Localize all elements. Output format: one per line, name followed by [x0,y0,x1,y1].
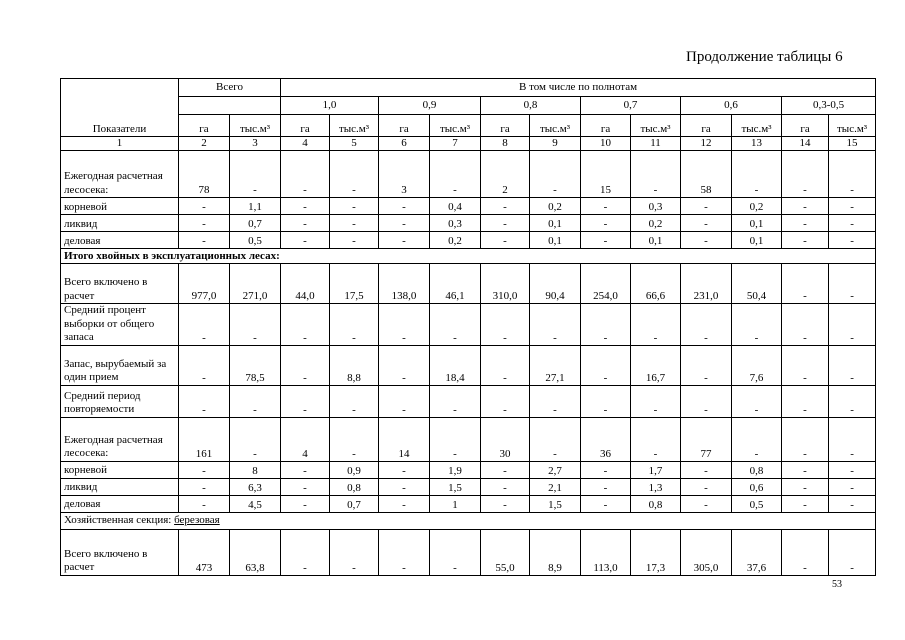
table-cell: 0,1 [631,232,681,249]
col-total: Всего [179,79,281,97]
table-cell: 1,5 [430,478,481,495]
table-cell: - [530,151,581,198]
table-cell: 18,4 [430,345,481,385]
table-cell: - [281,529,330,575]
table-cell: - [829,215,876,232]
table-cell: - [782,385,829,417]
table-cell: - [631,385,681,417]
row-label: ликвид [61,215,179,232]
continuation-title: Продолжение таблицы 6 [686,49,843,65]
table-cell: - [732,304,782,346]
header-row-units [61,115,876,137]
table-row [61,461,876,478]
unit-ha: га [379,115,430,137]
table-cell: - [829,345,876,385]
table-cell: 1 [430,495,481,512]
section-name: березовая [174,514,220,526]
table-cell: 271,0 [230,264,281,304]
table-cell: - [782,151,829,198]
table-cell: - [430,151,481,198]
table-row [61,304,876,346]
table-cell: 0,2 [631,215,681,232]
table-cell: 8 [230,461,281,478]
table-cell: - [631,151,681,198]
table-cell: - [379,304,430,346]
table-cell: - [782,417,829,461]
density-5: 0,6 [681,97,782,115]
table-cell: 0,1 [732,232,782,249]
table-cell: 0,3 [430,215,481,232]
table-cell: - [379,345,430,385]
table-cell: 310,0 [481,264,530,304]
table-cell: - [581,385,631,417]
table-cell: 50,4 [732,264,782,304]
section-conifers-title: Итого хвойных в эксплуатационных лесах: [61,249,876,264]
table-cell: - [379,461,430,478]
table-cell: - [829,304,876,346]
table-row [61,264,876,304]
table-cell: - [330,417,379,461]
row-label: ликвид [61,478,179,495]
table-cell: - [732,417,782,461]
header-row-1 [61,79,876,97]
unit-ha: га [681,115,732,137]
row-label: Ежегодная расчетная лесосека: [61,417,179,461]
page-number: 53 [832,579,842,590]
table-cell: - [829,264,876,304]
column-number: 6 [379,137,430,151]
unit-ha: га [481,115,530,137]
table-cell: - [829,232,876,249]
table-cell: - [829,417,876,461]
table-cell: 27,1 [530,345,581,385]
table-cell: - [631,304,681,346]
table-cell: - [430,304,481,346]
table-cell: - [829,529,876,575]
table-cell: - [581,478,631,495]
table-cell: - [281,461,330,478]
table-cell: 63,8 [230,529,281,575]
row-label: деловая [61,495,179,512]
table-cell: - [330,151,379,198]
table-cell: 30 [481,417,530,461]
column-number: 10 [581,137,631,151]
unit-volume: тыс.м³ [530,115,581,137]
table-cell: - [379,495,430,512]
table-cell: 0,2 [430,232,481,249]
table-cell: 473 [179,529,230,575]
table-cell: - [681,461,732,478]
table-cell: - [530,385,581,417]
table-cell: - [782,232,829,249]
column-number: 8 [481,137,530,151]
table-row [61,495,876,512]
table-cell: - [281,385,330,417]
table-row [61,417,876,461]
density-4: 0,7 [581,97,681,115]
unit-volume: тыс.м³ [732,115,782,137]
table-cell: 0,7 [230,215,281,232]
table-cell: 1,9 [430,461,481,478]
column-number: 3 [230,137,281,151]
table-cell: 6,3 [230,478,281,495]
unit-volume: тыс.м³ [430,115,481,137]
table-cell: - [581,215,631,232]
column-number: 13 [732,137,782,151]
table-cell: 0,8 [330,478,379,495]
table-cell: 0,9 [330,461,379,478]
col-by-density: В том числе по полнотам [281,79,876,97]
table-cell: - [430,385,481,417]
table-cell: 78 [179,151,230,198]
table-cell: - [330,529,379,575]
table-cell: - [281,345,330,385]
table-cell: - [782,198,829,215]
table-cell: - [782,215,829,232]
table-cell: - [829,151,876,198]
table-cell: - [681,495,732,512]
table-cell: - [281,151,330,198]
table-cell: - [581,495,631,512]
table-cell: 15 [581,151,631,198]
column-number: 12 [681,137,732,151]
table-cell: - [782,264,829,304]
table-cell: - [829,478,876,495]
table-cell: - [732,385,782,417]
table-cell: - [179,478,230,495]
table-cell: 0,3 [631,198,681,215]
table-cell: 17,5 [330,264,379,304]
row-label: Средний процент выборки от общего запаса [61,304,179,346]
table-cell: 16,7 [631,345,681,385]
table-cell: - [681,198,732,215]
table-cell: - [281,232,330,249]
table-cell: - [379,385,430,417]
table-row [61,385,876,417]
table-cell: - [782,461,829,478]
table-cell: - [530,417,581,461]
density-6: 0,3-0,5 [782,97,876,115]
table-cell: - [379,529,430,575]
column-number: 15 [829,137,876,151]
density-3: 0,8 [481,97,581,115]
section-row [61,512,876,529]
table-cell: 0,1 [530,215,581,232]
table-cell: - [230,304,281,346]
table-cell: 1,3 [631,478,681,495]
table-cell: - [829,495,876,512]
table-cell: - [732,151,782,198]
unit-ha: га [281,115,330,137]
table-cell: - [179,345,230,385]
row-label: Запас, вырубаемый за один прием [61,345,179,385]
table-cell: - [330,198,379,215]
table-cell: 0,2 [530,198,581,215]
section-prefix: Хозяйственная секция: [64,514,175,526]
table-cell: - [481,385,530,417]
table-row [61,529,876,575]
table-cell: - [581,461,631,478]
table-cell: 58 [681,151,732,198]
table-cell: - [330,232,379,249]
table-cell: - [230,417,281,461]
table-cell: 90,4 [530,264,581,304]
table-row [61,198,876,215]
column-number: 4 [281,137,330,151]
table-cell: - [330,385,379,417]
unit-volume: тыс.м³ [230,115,281,137]
unit-volume: тыс.м³ [631,115,681,137]
unit-ha: га [581,115,631,137]
unit-ha: га [179,115,230,137]
table-cell: - [379,198,430,215]
table-cell: - [179,461,230,478]
table-cell: - [581,345,631,385]
table-cell: - [631,417,681,461]
table-cell: - [430,529,481,575]
table-cell: - [281,215,330,232]
table-cell: 2,7 [530,461,581,478]
table-cell: - [281,478,330,495]
table-cell: 7,6 [732,345,782,385]
table-cell: - [481,345,530,385]
table-cell: - [782,304,829,346]
forest-table [60,78,876,576]
table-cell: - [581,232,631,249]
table-cell: - [581,198,631,215]
table-cell: 2 [481,151,530,198]
column-number: 5 [330,137,379,151]
table-cell: - [681,478,732,495]
table-row [61,345,876,385]
section-row [61,249,876,264]
table-cell: 0,1 [732,215,782,232]
table-cell: 3 [379,151,430,198]
density-2: 0,9 [379,97,481,115]
table-cell: - [782,478,829,495]
column-number: 7 [430,137,481,151]
table-cell: 55,0 [481,529,530,575]
table-cell: - [179,495,230,512]
row-label: Средний период повторяемости [61,385,179,417]
table-cell: - [481,478,530,495]
table-cell: 231,0 [681,264,732,304]
unit-ha: га [782,115,829,137]
unit-volume: тыс.м³ [330,115,379,137]
table-cell: - [179,385,230,417]
table-cell: - [829,198,876,215]
table-cell: 44,0 [281,264,330,304]
unit-volume: тыс.м³ [829,115,876,137]
table-cell: - [179,215,230,232]
table-cell: 77 [681,417,732,461]
table-cell: - [681,304,732,346]
table-row [61,232,876,249]
row-label: деловая [61,232,179,249]
table-cell: - [829,385,876,417]
column-number: 11 [631,137,681,151]
column-number: 9 [530,137,581,151]
table-cell: 78,5 [230,345,281,385]
table-cell: - [681,345,732,385]
column-number: 14 [782,137,829,151]
table-cell: - [481,232,530,249]
row-label: корневой [61,461,179,478]
table-cell: - [281,304,330,346]
table-cell: 0,8 [732,461,782,478]
table-cell: 254,0 [581,264,631,304]
table-cell: - [782,529,829,575]
table-cell: - [481,461,530,478]
row-label: корневой [61,198,179,215]
table-cell: - [829,461,876,478]
table-cell: 0,2 [732,198,782,215]
table-cell: 17,3 [631,529,681,575]
table-cell: - [179,232,230,249]
table-cell: 36 [581,417,631,461]
table-cell: 0,5 [732,495,782,512]
table-cell: - [330,304,379,346]
table-cell: 0,5 [230,232,281,249]
table-cell: 0,4 [430,198,481,215]
table-cell: - [230,385,281,417]
table-cell: - [681,232,732,249]
table-cell: - [179,198,230,215]
table-cell: - [379,232,430,249]
table-cell: 1,1 [230,198,281,215]
table-cell: - [782,495,829,512]
table-cell: 0,6 [732,478,782,495]
header-row-2 [61,97,876,115]
table-cell: - [481,215,530,232]
table-cell: 0,1 [530,232,581,249]
table-cell: 161 [179,417,230,461]
table-cell: 2,1 [530,478,581,495]
row-label: Ежегодная расчетная лесосека: [61,151,179,198]
table-cell: 4,5 [230,495,281,512]
column-number: 1 [61,137,179,151]
table-row [61,151,876,198]
table-cell: 0,7 [330,495,379,512]
table-cell: - [179,304,230,346]
table-cell: 977,0 [179,264,230,304]
table-cell: - [782,345,829,385]
table-cell: 113,0 [581,529,631,575]
table-cell: 4 [281,417,330,461]
table-row [61,215,876,232]
section-birch-title [61,512,876,529]
table-cell: - [681,385,732,417]
table-cell: - [281,198,330,215]
col-indicator: Показатели [61,79,179,137]
table-cell: - [230,151,281,198]
table-cell: - [481,495,530,512]
table-cell: 66,6 [631,264,681,304]
table-cell: - [379,215,430,232]
table-cell: 8,8 [330,345,379,385]
row-label: Всего включено в расчет [61,264,179,304]
table-cell: 14 [379,417,430,461]
table-cell: - [681,215,732,232]
column-number: 2 [179,137,230,151]
table-row [61,478,876,495]
table-cell: 305,0 [681,529,732,575]
table-cell: - [281,495,330,512]
table-cell: 1,5 [530,495,581,512]
table-cell: - [581,304,631,346]
table-cell: 1,7 [631,461,681,478]
table-cell: 46,1 [430,264,481,304]
table-cell: 8,9 [530,529,581,575]
table-cell: - [430,417,481,461]
header-row-numbers [61,137,876,151]
table-cell: - [481,304,530,346]
table-cell: - [330,215,379,232]
row-label: Всего включено в расчет [61,529,179,575]
table-cell: 37,6 [732,529,782,575]
table-cell: 0,8 [631,495,681,512]
table-cell: - [379,478,430,495]
density-1: 1,0 [281,97,379,115]
table-cell: - [481,198,530,215]
table-cell: - [530,304,581,346]
table-cell: 138,0 [379,264,430,304]
